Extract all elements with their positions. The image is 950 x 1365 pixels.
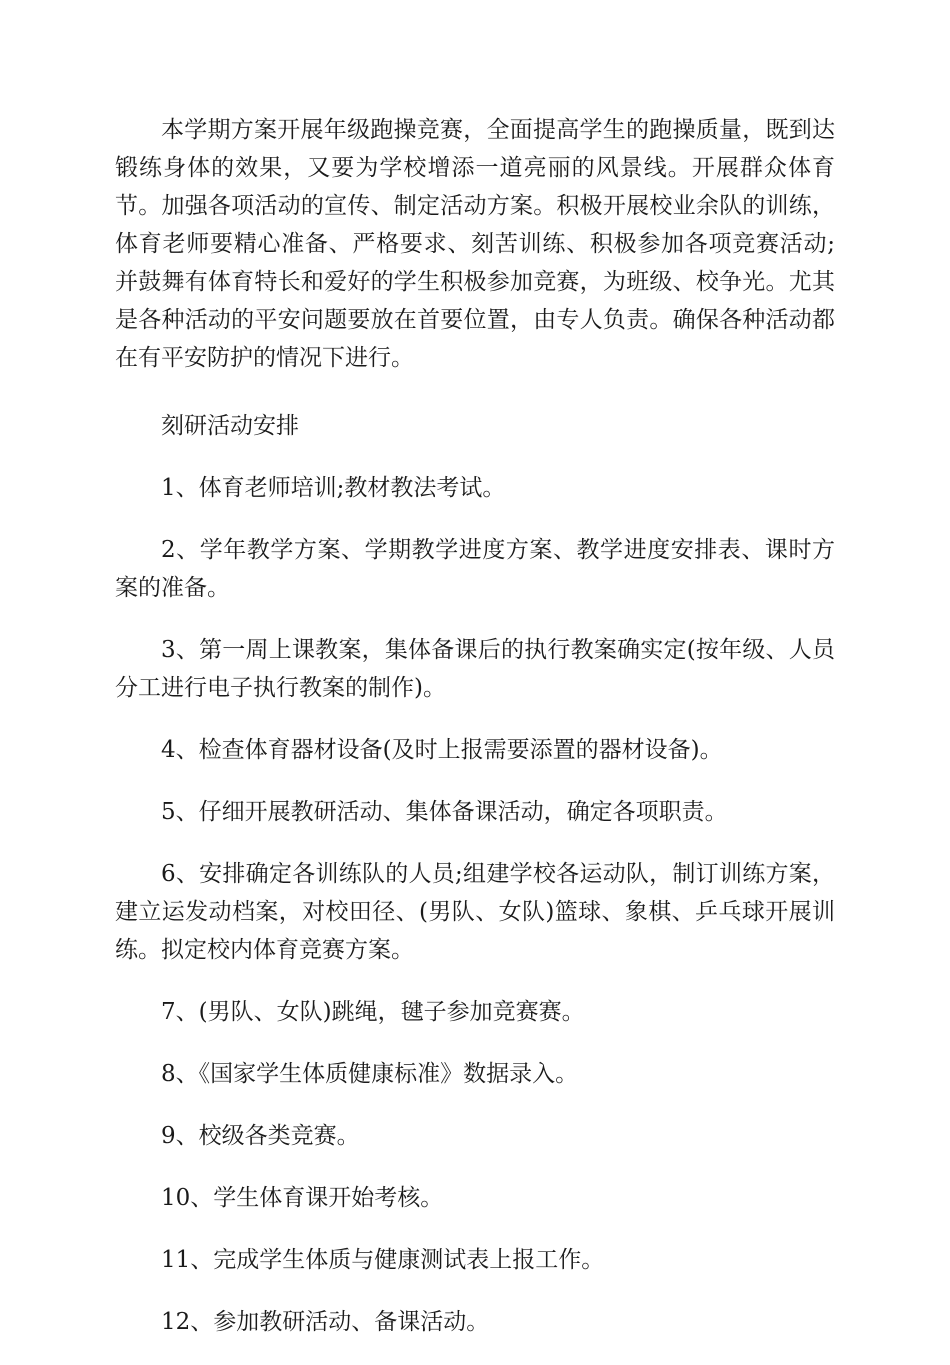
list-item: 2、学年教学方案、学期教学进度方案、教学进度安排表、课时方案的准备。	[115, 537, 835, 601]
list-item: 9、校级各类竞赛。	[161, 1123, 360, 1149]
list-item: 4、检查体育器材设备(及时上报需要添置的器材设备)。	[161, 737, 723, 763]
list-item: 3、第一周上课教案，集体备课后的执行教案确实定(按年级、人员分工进行电子执行教案的制作)。	[115, 637, 835, 701]
list-item: 8、《国家学生体质健康标准》数据录入。	[161, 1061, 579, 1087]
list-item: 1、体育老师培训;教材教法考试。	[161, 475, 506, 501]
intro-paragraph: 本学期方案开展年级跑操竞赛，全面提高学生的跑操质量，既到达锻练身体的效果，又要为学校增添一道亮丽的风景线。开展群众体育节。加强各项活动的宣传、制定活动方案。积极开展校业余队的训练，体育老师要精心准备、严格要求、刻苦训练、积极参加各项竞赛活动;并鼓舞有体育特长和爱好的学生积极参加竞赛，为班级、校争光。尤其是各种活动的平安问题要放在首要位置，由专人负责。确保各种活动都在有平安防护的情况下进行。	[115, 117, 835, 371]
list-item: 7、(男队、女队)跳绳，毽子参加竞赛赛。	[161, 999, 585, 1025]
list-item: 6、安排确定各训练队的人员;组建学校各运动队，制订训练方案，建立运发动档案，对校田径、(男队、女队)篮球、象棋、乒乓球开展训练。拟定校内体育竞赛方案。	[115, 861, 835, 963]
list-item: 12、参加教研活动、备课活动。	[161, 1309, 490, 1335]
list-item: 10、学生体育课开始考核。	[161, 1185, 444, 1211]
list-item: 11、完成学生体质与健康测试表上报工作。	[161, 1247, 605, 1273]
document-body	[115, 111, 835, 1365]
list-item: 5、仔细开展教研活动、集体备课活动，确定各项职责。	[161, 799, 728, 825]
section-heading: 刻研活动安排	[161, 413, 299, 439]
